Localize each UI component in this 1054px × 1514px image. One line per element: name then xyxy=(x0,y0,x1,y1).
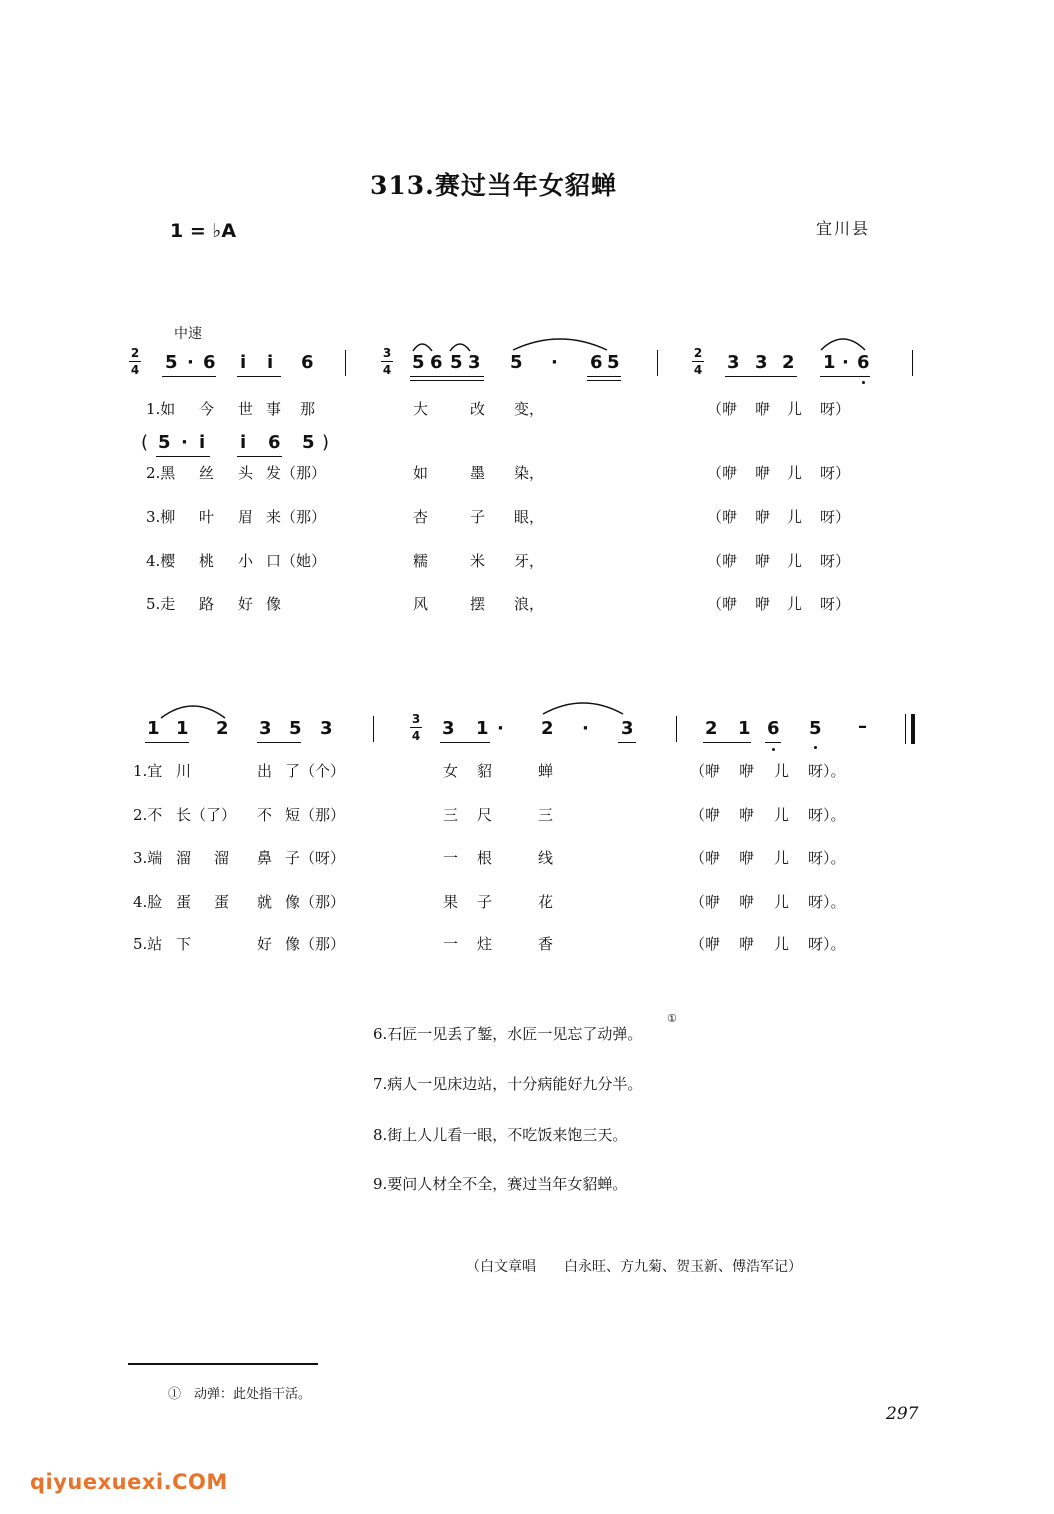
barline xyxy=(657,350,658,376)
lyric: 5.站 xyxy=(133,935,163,953)
lyric: 短（那） xyxy=(285,806,346,824)
beam xyxy=(725,376,797,377)
lyric: 呀） xyxy=(820,552,851,570)
lyric: 一 xyxy=(443,849,459,867)
note: 6 xyxy=(590,352,603,373)
lyric: 咿 xyxy=(739,935,755,953)
ts-top: 2 xyxy=(693,346,703,360)
lyric: 3.端 xyxy=(133,849,163,867)
note: 2 xyxy=(705,718,718,739)
note-dot: · xyxy=(181,432,188,453)
note: 5 xyxy=(450,352,463,373)
beam xyxy=(237,456,282,457)
note: 6 xyxy=(203,352,216,373)
lyric: （咿 xyxy=(707,552,738,570)
lyric: 5.走 xyxy=(146,595,176,613)
lyric: 儿 xyxy=(774,762,790,780)
octave-dot xyxy=(814,746,817,749)
barline xyxy=(676,716,677,742)
lyric: 下 xyxy=(176,935,192,953)
beam xyxy=(145,742,189,743)
beam xyxy=(820,376,870,377)
lyric: （咿 xyxy=(707,400,738,418)
note: i xyxy=(240,432,247,453)
note: 3 xyxy=(259,718,272,739)
slur xyxy=(158,700,228,720)
note-dot: · xyxy=(582,718,589,739)
note: 3 xyxy=(442,718,455,739)
note: 6 xyxy=(857,352,870,373)
lyric: 呀）。 xyxy=(808,762,846,780)
lyric: 呀）。 xyxy=(808,806,846,824)
lyric: 儿 xyxy=(774,893,790,911)
lyric: 溜 xyxy=(214,849,230,867)
verse-line: 8.街上人儿看一眼，不吃饭来饱三天。 xyxy=(373,1126,628,1144)
lyric: 根 xyxy=(477,849,493,867)
lyric: 4.脸 xyxy=(133,893,163,911)
lyric: 儿 xyxy=(787,552,803,570)
lyric: 墨 xyxy=(470,464,486,482)
lyric: 儿 xyxy=(787,400,803,418)
slur xyxy=(510,334,610,352)
lyric: （咿 xyxy=(690,935,721,953)
lyric: 出 xyxy=(257,762,273,780)
lyric: 米 xyxy=(470,552,486,570)
credit-line: （白文章唱 白永旺、方九菊、贺玉新、傅浩军记） xyxy=(466,1259,802,1275)
lyric: 改 xyxy=(470,400,486,418)
ts-bottom: 4 xyxy=(382,363,392,377)
lyric: 眼， xyxy=(514,508,545,526)
time-signature xyxy=(129,346,141,377)
lyric: 咿 xyxy=(739,849,755,867)
note: 5 xyxy=(158,432,171,453)
lyric: 2.不 xyxy=(133,806,163,824)
ts-bottom: 4 xyxy=(130,363,140,377)
lyric: 儿 xyxy=(774,849,790,867)
lyric: 事 xyxy=(266,400,282,418)
lyric: 咿 xyxy=(739,806,755,824)
lyric: 貂 xyxy=(477,762,493,780)
lyric: 世 xyxy=(238,400,254,418)
lyric: （咿 xyxy=(690,849,721,867)
beam xyxy=(703,742,751,743)
lyric: 女 xyxy=(443,762,459,780)
beam xyxy=(618,742,636,743)
watermark: qiyuexuexi.COM xyxy=(30,1470,228,1494)
lyric: 好 xyxy=(257,935,273,953)
lyric: 2.黑 xyxy=(146,464,176,482)
verse-line: 7.病人一见床边站，十分病能好九分半。 xyxy=(373,1075,643,1093)
lyric: 蛋 xyxy=(176,893,192,911)
lyric: 变， xyxy=(514,400,545,418)
lyric: 子（呀） xyxy=(285,849,346,867)
lyric: 三 xyxy=(443,806,459,824)
lyric: （咿 xyxy=(707,464,738,482)
ts-bottom: 4 xyxy=(411,729,421,743)
lyric: 咿 xyxy=(739,762,755,780)
lyric: 桃 xyxy=(199,552,215,570)
paren-open: ( xyxy=(141,432,149,453)
lyric: 糯 xyxy=(413,552,429,570)
lyric: 果 xyxy=(443,893,459,911)
lyric: 子 xyxy=(470,508,486,526)
footnote-marker: ① xyxy=(667,1012,677,1025)
time-signature xyxy=(410,712,422,743)
final-barline-thin xyxy=(905,714,906,744)
beam xyxy=(156,456,210,457)
note: 3 xyxy=(320,718,333,739)
ts-top: 3 xyxy=(411,712,421,726)
lyric: 3.柳 xyxy=(146,508,176,526)
lyric: 头 xyxy=(238,464,254,482)
slur xyxy=(540,698,626,716)
note-dot: · xyxy=(187,352,194,373)
lyric: 叶 xyxy=(199,508,215,526)
barline xyxy=(912,350,913,376)
lyric: 路 xyxy=(199,595,215,613)
note-dot: · xyxy=(551,352,558,373)
octave-dot xyxy=(772,748,775,751)
note: 3 xyxy=(621,718,634,739)
lyric: 染， xyxy=(514,464,545,482)
beam xyxy=(257,742,301,743)
note: 1 xyxy=(738,718,751,739)
lyric: 就 xyxy=(257,893,273,911)
note: i xyxy=(267,352,274,373)
lyric: 杏 xyxy=(413,508,429,526)
lyric: 呀） xyxy=(820,508,851,526)
beam xyxy=(162,376,216,377)
lyric: 好 xyxy=(238,595,254,613)
note: 5 xyxy=(607,352,620,373)
lyric: 线 xyxy=(538,849,554,867)
tempo-marking: 中速 xyxy=(174,326,202,342)
note: 5 xyxy=(289,718,302,739)
lyric: 像 xyxy=(266,595,282,613)
key-signature: 1 = ♭A xyxy=(170,220,237,242)
note: 5 xyxy=(809,718,822,739)
verse-line: 6.石匠一见丢了錾，水匠一见忘了动弹。 xyxy=(373,1025,643,1043)
note: 1 xyxy=(176,718,189,739)
beam xyxy=(237,376,281,377)
beam xyxy=(410,380,484,381)
lyric: 川 xyxy=(176,762,192,780)
lyric: 不 xyxy=(257,806,273,824)
lyric: 4.樱 xyxy=(146,552,176,570)
lyric: 今 xyxy=(199,400,215,418)
lyric: 像（那） xyxy=(285,935,346,953)
beam xyxy=(410,376,484,377)
lyric: 鼻 xyxy=(257,849,273,867)
verse-line: 9.要问人材全不全，赛过当年女貂蝉。 xyxy=(373,1175,628,1193)
beam xyxy=(440,742,490,743)
note: 2 xyxy=(216,718,229,739)
final-barline-thick xyxy=(911,714,915,744)
lyric: 像（那） xyxy=(285,893,346,911)
time-signature xyxy=(692,346,704,377)
octave-dot xyxy=(862,381,865,384)
footnote-divider xyxy=(128,1363,318,1365)
lyric: 咿 xyxy=(755,595,771,613)
barline xyxy=(373,716,374,742)
lyric: 口（她） xyxy=(266,552,327,570)
lyric: 大 xyxy=(413,400,429,418)
note: 5 xyxy=(302,432,315,453)
lyric: 了（个） xyxy=(285,762,346,780)
note: 1 xyxy=(147,718,160,739)
lyric: 一 xyxy=(443,935,459,953)
lyric: 呀）。 xyxy=(808,893,846,911)
note: 3 xyxy=(755,352,768,373)
lyric: 蛋 xyxy=(214,893,230,911)
lyric: 呀） xyxy=(820,464,851,482)
lyric: 子 xyxy=(477,893,493,911)
lyric: （咿 xyxy=(690,806,721,824)
lyric: 那 xyxy=(300,400,316,418)
beam xyxy=(765,742,781,743)
lyric: 香 xyxy=(538,935,554,953)
lyric: 长（了） xyxy=(176,806,237,824)
lyric: 蝉 xyxy=(538,762,554,780)
note-dot: · xyxy=(842,352,849,373)
note: 1 xyxy=(823,352,836,373)
lyric: 儿 xyxy=(787,464,803,482)
lyric: 发（那） xyxy=(266,464,327,482)
note: i xyxy=(199,432,206,453)
lyric: 如 xyxy=(413,464,429,482)
lyric: 咿 xyxy=(739,893,755,911)
lyric: 儿 xyxy=(774,935,790,953)
dash: – xyxy=(858,716,867,737)
lyric: 溜 xyxy=(176,849,192,867)
lyric: 花 xyxy=(538,893,554,911)
lyric: 眉 xyxy=(238,508,254,526)
note: 5 xyxy=(412,352,425,373)
note: 5 xyxy=(165,352,178,373)
lyric: 儿 xyxy=(787,508,803,526)
lyric: 咿 xyxy=(755,552,771,570)
ts-bottom: 4 xyxy=(693,363,703,377)
note: 6 xyxy=(268,432,281,453)
lyric: 咿 xyxy=(755,464,771,482)
lyric: 儿 xyxy=(787,595,803,613)
lyric: 咿 xyxy=(755,400,771,418)
note: 3 xyxy=(468,352,481,373)
page-number: 297 xyxy=(886,1404,919,1424)
note: 2 xyxy=(541,718,554,739)
lyric: 1.如 xyxy=(146,400,176,418)
note: i xyxy=(240,352,247,373)
song-title: 313.赛过当年女貂蝉 xyxy=(370,171,617,200)
lyric: 呀） xyxy=(820,595,851,613)
barline xyxy=(345,350,346,376)
paren-close: ) xyxy=(322,432,330,453)
lyric: 咿 xyxy=(755,508,771,526)
note: 3 xyxy=(727,352,740,373)
lyric: 1.宜 xyxy=(133,762,163,780)
note: 6 xyxy=(301,352,314,373)
note-dot: · xyxy=(497,718,504,739)
note: 5 xyxy=(510,352,523,373)
lyric: 丝 xyxy=(199,464,215,482)
lyric: （咿 xyxy=(707,508,738,526)
slur xyxy=(818,334,868,352)
lyric: 炷 xyxy=(477,935,493,953)
lyric: 风 xyxy=(413,595,429,613)
beam xyxy=(587,376,621,377)
lyric: 摆 xyxy=(470,595,486,613)
lyric: （咿 xyxy=(690,893,721,911)
lyric: 小 xyxy=(238,552,254,570)
lyric: 呀） xyxy=(820,400,851,418)
beam xyxy=(587,380,621,381)
lyric: （咿 xyxy=(690,762,721,780)
lyric: 牙， xyxy=(514,552,545,570)
lyric: 来（那） xyxy=(266,508,327,526)
lyric: 三 xyxy=(538,806,554,824)
lyric: （咿 xyxy=(707,595,738,613)
slur xyxy=(410,337,490,353)
note: 1 xyxy=(476,718,489,739)
note: 2 xyxy=(782,352,795,373)
note: 6 xyxy=(767,718,780,739)
lyric: 儿 xyxy=(774,806,790,824)
lyric: 浪， xyxy=(514,595,545,613)
ts-top: 3 xyxy=(382,346,392,360)
footnote: ① 动弹：此处指干活。 xyxy=(168,1387,312,1402)
region-label: 宜川县 xyxy=(816,219,871,238)
note: 6 xyxy=(430,352,443,373)
ts-top: 2 xyxy=(130,346,140,360)
lyric: 尺 xyxy=(477,806,493,824)
lyric: 呀）。 xyxy=(808,849,846,867)
lyric: 呀）。 xyxy=(808,935,846,953)
time-signature xyxy=(381,346,393,377)
